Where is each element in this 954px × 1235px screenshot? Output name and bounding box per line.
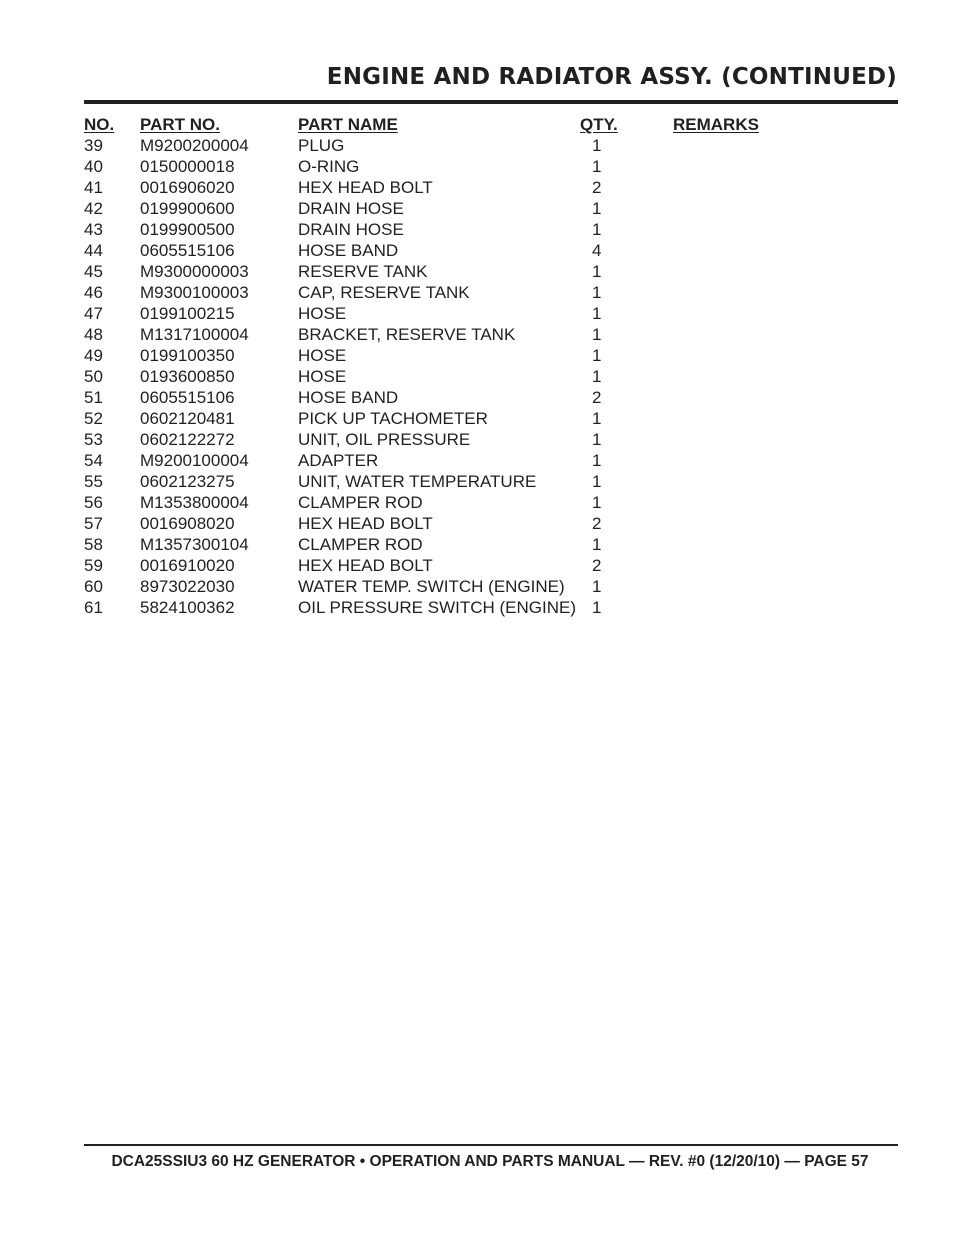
cell-part-no: 0602120481 [140,409,235,428]
cell-part-name: CLAMPER ROD [298,535,423,554]
cell-remarks [673,156,824,177]
cell-remarks [673,534,824,555]
cell-remarks [673,177,824,198]
cell-remarks [673,366,824,387]
table-row [84,177,824,198]
title-rule [84,100,898,104]
cell-part-no: 5824100362 [140,598,235,617]
cell-no: 44 [84,241,103,260]
cell-part-name: OIL PRESSURE SWITCH (ENGINE) [298,598,577,617]
cell-no: 41 [84,178,103,197]
cell-qty: 4 [592,241,602,260]
cell-no: 50 [84,367,103,386]
table-row [84,429,824,450]
page-footer: DCA25SSIU3 60 HZ GENERATOR • OPERATION AND PARTS MANUAL — REV. #0 (12/20/10) — PAGE 57 [111,1153,869,1170]
cell-remarks [673,198,824,219]
page-title: ENGINE AND RADIATOR ASSY. (CONTINUED) [326,64,897,90]
cell-part-no: 0602122272 [140,430,235,449]
cell-part-no: M1317100004 [140,325,249,344]
table-row [84,324,824,345]
table-row [84,261,824,282]
cell-qty: 1 [592,157,602,176]
cell-remarks [673,513,824,534]
cell-part-name: HOSE BAND [298,388,399,407]
cell-no: 47 [84,304,103,323]
cell-part-name: UNIT, OIL PRESSURE [298,430,471,449]
cell-qty: 1 [592,493,602,512]
cell-no: 55 [84,472,103,491]
cell-part-name: HOSE [298,346,347,365]
cell-remarks [673,345,824,366]
cell-no: 59 [84,556,103,575]
header-no: NO. [84,115,115,134]
cell-part-no: 0199900500 [140,220,235,239]
table-row [84,555,824,576]
cell-no: 56 [84,493,103,512]
cell-part-no: M9200100004 [140,451,249,470]
table-row [84,471,824,492]
cell-qty: 1 [592,304,602,323]
cell-part-no: 0602123275 [140,472,235,491]
cell-remarks [673,471,824,492]
table-row [84,408,824,429]
cell-part-name: UNIT, WATER TEMPERATURE [298,472,537,491]
table-row [84,219,824,240]
cell-qty: 1 [592,346,602,365]
cell-remarks [673,282,824,303]
cell-no: 42 [84,199,103,218]
cell-qty: 1 [592,367,602,386]
cell-qty: 1 [592,199,602,218]
cell-part-no: 0605515106 [140,388,235,407]
cell-qty: 2 [592,556,602,575]
cell-part-name: HOSE [298,367,347,386]
table-row [84,345,824,366]
cell-qty: 2 [592,514,602,533]
cell-remarks [673,408,824,429]
cell-part-no: 0016910020 [140,556,235,575]
cell-qty: 1 [592,220,602,239]
header-remarks: REMARKS [673,115,759,134]
cell-no: 52 [84,409,103,428]
cell-part-name: HEX HEAD BOLT [298,556,433,575]
cell-part-no: 0199900600 [140,199,235,218]
cell-no: 60 [84,577,103,596]
cell-remarks [673,135,824,156]
cell-part-no: 0016908020 [140,514,235,533]
cell-qty: 1 [592,136,602,155]
cell-qty: 1 [592,451,602,470]
cell-part-name: CAP, RESERVE TANK [298,283,470,302]
cell-no: 57 [84,514,103,533]
cell-part-name: WATER TEMP. SWITCH (ENGINE) [298,577,565,596]
cell-part-name: ADAPTER [298,451,379,470]
cell-qty: 2 [592,178,602,197]
cell-part-no: M9300100003 [140,283,249,302]
cell-remarks [673,576,824,597]
cell-remarks [673,555,824,576]
table-row [84,303,824,324]
cell-part-name: PICK UP TACHOMETER [298,409,488,428]
cell-qty: 2 [592,388,602,407]
cell-qty: 1 [592,325,602,344]
parts-table [84,114,824,618]
cell-part-no: 0199100350 [140,346,235,365]
cell-part-no: 8973022030 [140,577,235,596]
cell-no: 46 [84,283,103,302]
cell-remarks [673,261,824,282]
table-row [84,597,824,618]
cell-no: 54 [84,451,103,470]
cell-part-name: RESERVE TANK [298,262,428,281]
cell-part-name: HEX HEAD BOLT [298,514,433,533]
cell-part-no: M1353800004 [140,493,249,512]
cell-remarks [673,240,824,261]
cell-remarks [673,450,824,471]
cell-part-name: HOSE [298,304,347,323]
cell-no: 48 [84,325,103,344]
table-row [84,513,824,534]
cell-qty: 1 [592,472,602,491]
cell-part-no: 0199100215 [140,304,235,323]
cell-part-name: PLUG [298,136,345,155]
cell-qty: 1 [592,577,602,596]
cell-part-name: CLAMPER ROD [298,493,423,512]
cell-remarks [673,324,824,345]
cell-remarks [673,303,824,324]
table-row [84,240,824,261]
cell-no: 51 [84,388,103,407]
cell-remarks [673,387,824,408]
cell-part-name: HOSE BAND [298,241,399,260]
header-qty: QTY. [580,115,618,134]
cell-part-name: DRAIN HOSE [298,220,404,239]
table-row [84,198,824,219]
cell-no: 58 [84,535,103,554]
cell-part-no: 0605515106 [140,241,235,260]
header-part-name: PART NAME [298,115,398,134]
cell-part-name: HEX HEAD BOLT [298,178,433,197]
cell-part-no: M9200200004 [140,136,249,155]
cell-remarks [673,219,824,240]
cell-no: 61 [84,598,103,617]
cell-no: 39 [84,136,103,155]
table-row [84,387,824,408]
cell-part-name: DRAIN HOSE [298,199,404,218]
table-row [84,534,824,555]
cell-part-no: M9300000003 [140,262,249,281]
cell-part-name: BRACKET, RESERVE TANK [298,325,516,344]
table-header-row [84,114,824,135]
cell-no: 43 [84,220,103,239]
cell-part-no: 0016906020 [140,178,235,197]
cell-no: 45 [84,262,103,281]
cell-qty: 1 [592,262,602,281]
cell-remarks [673,429,824,450]
cell-qty: 1 [592,409,602,428]
cell-no: 40 [84,157,103,176]
cell-qty: 1 [592,283,602,302]
cell-remarks [673,597,824,618]
cell-qty: 1 [592,598,602,617]
footer-rule [84,1144,898,1146]
cell-part-no: 0150000018 [140,157,235,176]
cell-part-name: O-RING [298,157,360,176]
cell-part-no: M1357300104 [140,535,249,554]
table-row [84,450,824,471]
cell-no: 49 [84,346,103,365]
parts-table-body [84,135,824,618]
cell-qty: 1 [592,535,602,554]
table-row [84,156,824,177]
cell-part-no: 0193600850 [140,367,235,386]
cell-qty: 1 [592,430,602,449]
header-part-no: PART NO. [140,115,220,134]
table-row [84,492,824,513]
cell-remarks [673,492,824,513]
table-row [84,366,824,387]
table-row [84,282,824,303]
cell-no: 53 [84,430,103,449]
table-row [84,135,824,156]
table-row [84,576,824,597]
